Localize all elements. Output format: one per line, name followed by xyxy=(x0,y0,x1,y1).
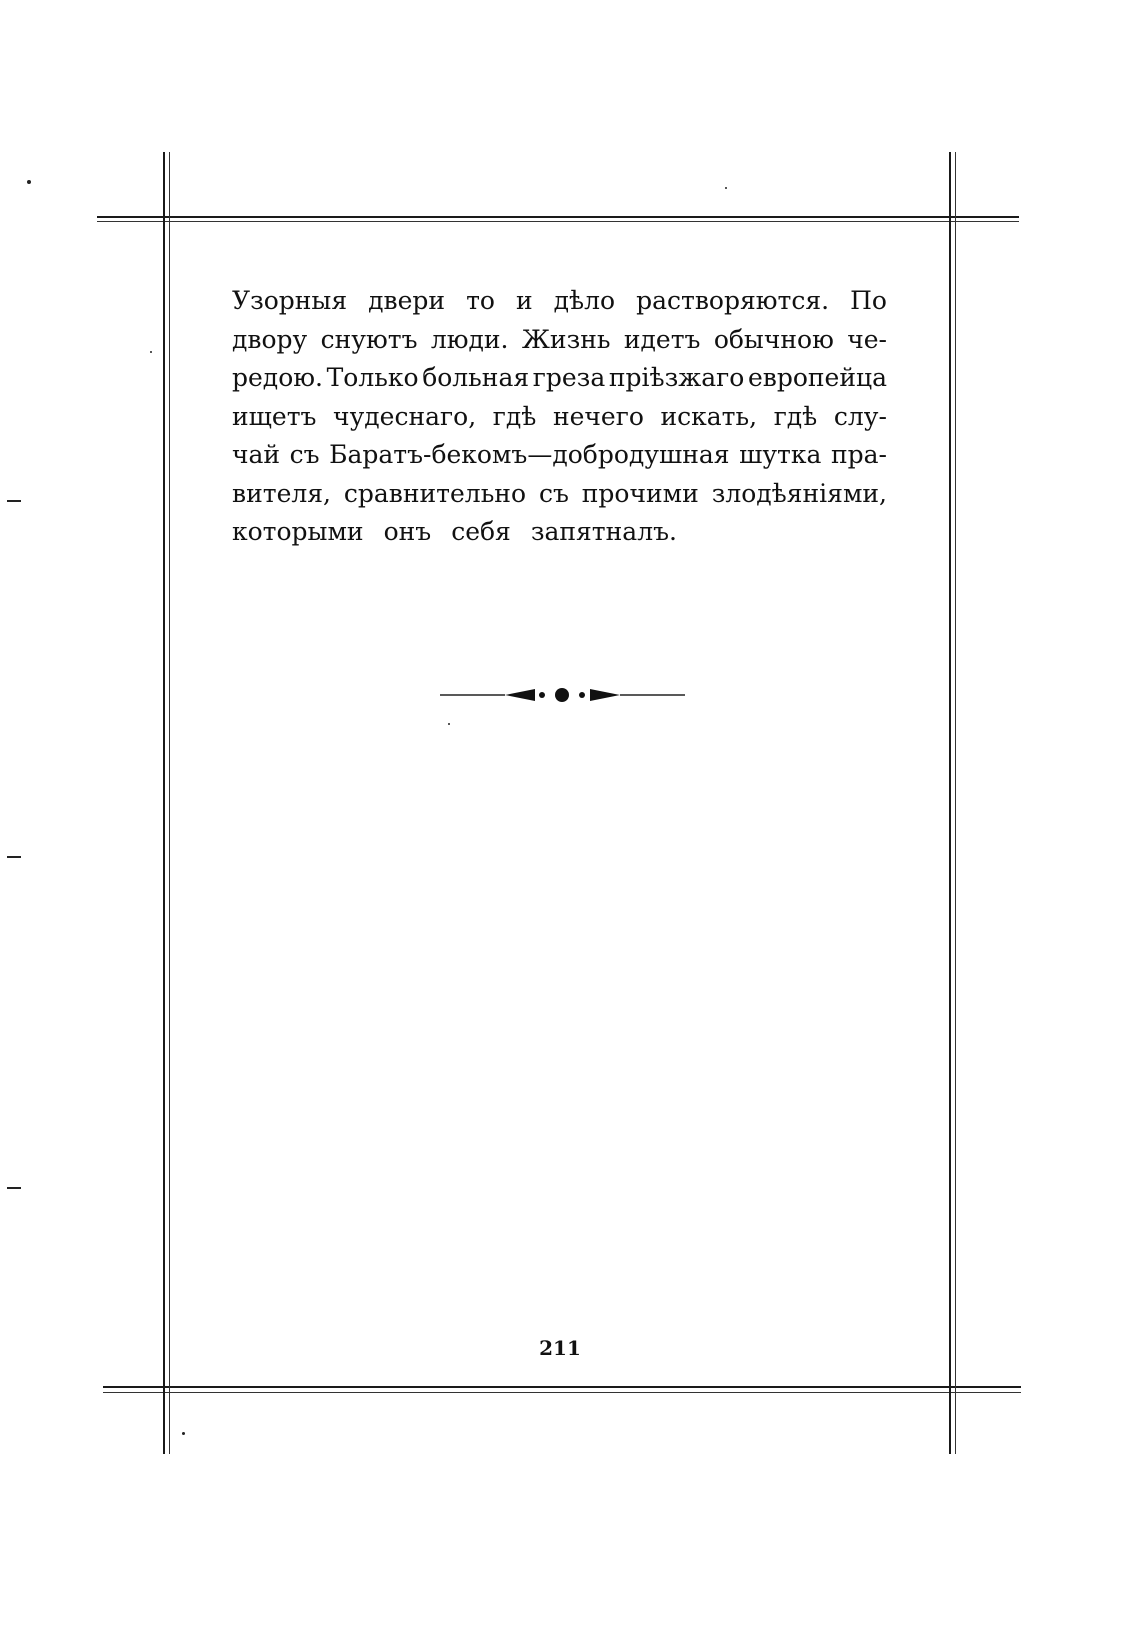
frame-left-rule xyxy=(163,152,165,1454)
word: По xyxy=(850,286,887,315)
word: двери xyxy=(368,286,446,315)
word: прочими xyxy=(581,478,699,508)
word: пра- xyxy=(830,440,887,469)
text-line xyxy=(232,398,887,437)
word: больная xyxy=(422,363,530,392)
frame-bottom-rule-inner xyxy=(103,1392,1021,1393)
word: пріѣзжаго xyxy=(608,363,745,392)
word: греза xyxy=(532,363,606,392)
text-line xyxy=(232,321,887,360)
scan-speck xyxy=(182,1432,185,1435)
text-line xyxy=(232,475,887,514)
word: гдѣ xyxy=(773,401,818,431)
word: чай xyxy=(232,440,281,469)
word: че- xyxy=(847,324,887,354)
scan-margin-mark xyxy=(7,500,21,502)
word: и xyxy=(515,286,533,315)
word: гдѣ xyxy=(492,401,537,431)
frame-top-rule-inner xyxy=(97,221,1019,222)
scan-margin-mark xyxy=(7,1187,21,1189)
word: дѣло xyxy=(553,286,616,315)
text-line xyxy=(232,513,887,552)
word: съ xyxy=(538,478,569,508)
section-ornament-icon xyxy=(440,685,685,705)
word: онъ xyxy=(383,517,432,546)
frame-left-rule-inner xyxy=(169,152,170,1454)
word: двору xyxy=(232,324,308,354)
word: сравнительно xyxy=(343,478,527,508)
word: нечего xyxy=(552,401,644,431)
word: то xyxy=(466,286,495,315)
word: редою. xyxy=(232,363,323,392)
text-line xyxy=(232,359,887,398)
text-line xyxy=(232,282,887,321)
scan-speck xyxy=(725,187,727,189)
word: снуютъ xyxy=(320,324,418,354)
page-number: 211 xyxy=(539,1336,581,1360)
frame-right-rule xyxy=(949,152,951,1454)
word: европейца xyxy=(747,363,887,392)
scan-speck xyxy=(27,180,31,184)
word: обычною xyxy=(713,324,834,354)
word: искать, xyxy=(660,401,758,431)
body-paragraph xyxy=(232,282,887,552)
word: Жизнь xyxy=(521,324,611,354)
word: растворяются. xyxy=(636,286,830,315)
word: запятналъ. xyxy=(530,517,677,546)
word: слу- xyxy=(833,401,887,431)
text-line xyxy=(232,436,887,475)
frame-top-rule xyxy=(97,216,1019,218)
scan-margin-mark xyxy=(7,856,21,858)
word: Баратъ-бекомъ—добродушная xyxy=(329,440,730,469)
word: ищетъ xyxy=(232,401,317,431)
word: себя xyxy=(451,517,511,546)
word: шутка xyxy=(739,440,822,469)
word: Только xyxy=(326,363,419,392)
word: которыми xyxy=(232,517,364,546)
scan-speck xyxy=(150,351,152,353)
word: идетъ xyxy=(623,324,701,354)
word: Узорныя xyxy=(232,286,348,315)
word: съ xyxy=(289,440,320,469)
word: люди. xyxy=(430,324,509,354)
frame-bottom-rule xyxy=(103,1386,1021,1388)
scan-speck xyxy=(448,723,450,725)
word: вителя, xyxy=(232,478,331,508)
word: злодѣяніями, xyxy=(711,478,887,508)
frame-right-rule-inner xyxy=(955,152,956,1454)
word: чудеснаго, xyxy=(333,401,477,431)
